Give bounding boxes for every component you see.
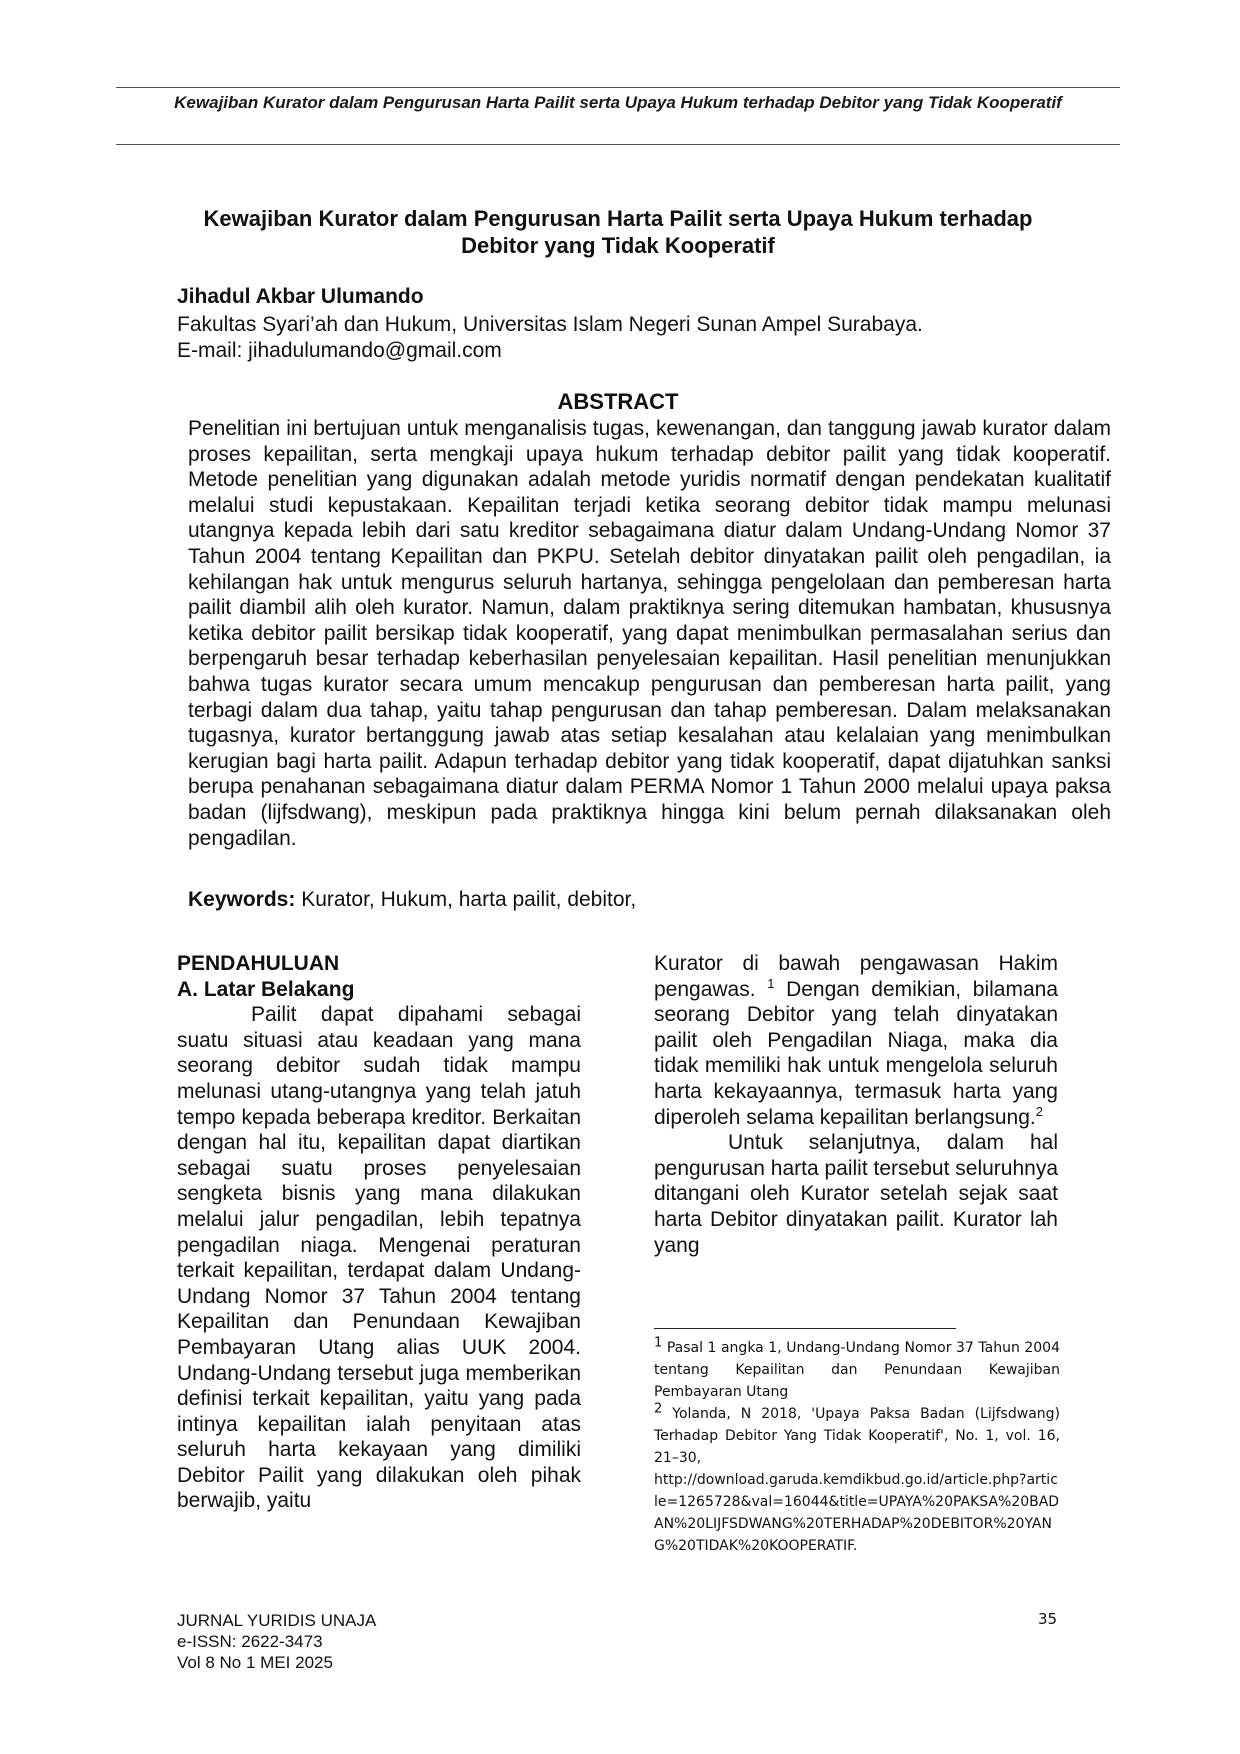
footnote-ref: 2 [1035, 1103, 1043, 1119]
affiliation: Fakultas Syari’ah dan Hukum, Universitas Islam Negeri Sunan Ampel Surabaya. [177, 313, 923, 336]
paragraph-text: Dengan demikian, bilamana seorang Debitor yang telah dinyatakan pailit oleh Pengadilan Niaga, maka dia tidak memiliki hak untuk mengelola seluruh harta kekayaannya, termasuk harta yang diperoleh selama kepailitan berlangsung. [654, 977, 1058, 1129]
body-paragraph [654, 951, 1058, 1130]
footnotes [654, 1337, 1060, 1557]
journal-issn: e-ISSN: 2622-3473 [177, 1632, 323, 1651]
journal-volume: Vol 8 No 1 MEI 2025 [177, 1653, 333, 1672]
body-paragraph: Pailit dapat dipahami sebagai suatu situasi atau keadaan yang mana seorang debitor sudah tidak mampu melunasi utang-utangnya yang telah jatuh tempo kepada beberapa kreditor. Berkaitan dengan hal itu, kepailitan dapat diartikan sebagai suatu proses penyelesaian sengketa bisnis yang mana dilakukan melalui jalur pengadilan, lebih tepatnya pengadilan niaga. Mengenai peraturan terkait kepailitan, terdapat dalam Undang-Undang Nomor 37 Tahun 2004 tentang Kepailitan dan Penundaan Kewajiban Pembayaran Utang alias UUK 2004. Undang-Undang tersebut juga memberikan definisi terkait kepailitan, yaitu yang pada intinya kepailitan ialah penyitaan atas seluruh harta kekayaan yang dimiliki Debitor Pailit yang dilakukan oleh pihak berwajib, yaitu [177, 1003, 581, 1513]
paragraph-text: Kurator di bawah pengawasan Hakim pengawas. [654, 952, 1058, 1001]
footnote-separator [654, 1328, 956, 1329]
header-rule-bottom [116, 144, 1120, 145]
page-number: 35 [1038, 1610, 1058, 1628]
left-column [177, 951, 581, 1514]
keywords-label: Keywords: [188, 888, 296, 911]
header-rule-top [116, 87, 1120, 88]
body-paragraph: Untuk selanjutnya, dalam hal pengurusan harta pailit tersebut seluruhnya ditangani oleh Kurator setelah sejak saat harta Debitor dinyatakan pailit. Kurator lah yang [654, 1131, 1058, 1257]
footnote-url[interactable]: http://download.garuda.kemdikbud.go.id/article.php?article=1265728&val=16044&title=UPAYA%20PAKSA%20BADAN%20LIJFSDWANG%20TERHADAP%20DEBITOR%20YANG%20TIDAK%20KOOPERATIF. [654, 1472, 1060, 1554]
section-heading: PENDAHULUAN [177, 952, 340, 975]
abstract-text: Penelitian ini bertujuan untuk menganalisis tugas, kewenangan, dan tanggung jawab kurator dalam proses kepailitan, serta mengkaji upaya hukum terhadap debitor pailit yang tidak kooperatif. Metode penelitian yang digunakan adalah metode yuridis normatif dengan pendekatan kualitatif melalui studi kepustakaan. Kepailitan terjadi ketika seorang debitor tidak mampu melunasi utangnya kepada lebih dari satu kreditor sebagaimana diatur dalam Undang-Undang Nomor 37 Tahun 2004 tentang Kepailitan dan PKPU. Setelah debitor dinyatakan pailit oleh pengadilan, ia kehilangan hak untuk mengurus seluruh hartanya, sehingga pengelolaan dan pemberesan harta pailit diambil alih oleh kurator. Namun, dalam praktiknya sering ditemukan hambatan, khususnya ketika debitor pailit bersikap tidak kooperatif, yang dapat menimbulkan permasalahan serius dan berpengaruh besar terhadap keberhasilan penyelesaian kepailitan. Hasil penelitian menunjukkan bahwa tugas kurator secara umum mencakup pengurusan dan pemberesan harta pailit, yang terbagi dalam dua tahap, yaitu tahap pengurusan dan tahap pemberesan. Dalam melaksanakan tugasnya, kurator bertanggung jawab atas setiap kesalahan atau kelalaian yang menimbulkan kerugian bagi harta pailit. Adapun terhadap debitor yang tidak kooperatif, dapat dijatuhkan sanksi berupa penahanan sebagaimana diatur dalam PERMA Nomor 1 Tahun 2000 melalui upaya paksa badan (lijfsdwang), meskipun pada praktiknya hingga kini belum pernah dilaksanakan oleh pengadilan. [188, 417, 1111, 850]
journal-info [177, 1610, 376, 1673]
keywords [188, 888, 636, 912]
footnote-ref: 1 [767, 975, 775, 991]
right-column [654, 951, 1058, 1258]
footnote-text: Yolanda, N 2018, 'Upaya Paksa Badan (Lijfsdwang) Terhadap Debitor Yang Tidak Kooperatif', No. 1, vol. 16, 21–30, [654, 1406, 1060, 1466]
footnote-2 [654, 1403, 1060, 1469]
footnote-mark: 2 [654, 1401, 663, 1417]
title-line-1: Kewajiban Kurator dalam Pengurusan Harta Pailit serta Upaya Hukum terhadap [203, 206, 1033, 231]
journal-name: JURNAL YURIDIS UNAJA [177, 1611, 377, 1630]
footnote-1 [654, 1337, 1060, 1403]
keywords-text: Kurator, Hukum, harta pailit, debitor, [295, 888, 637, 911]
title-line-2: Debitor yang Tidak Kooperatif [461, 233, 775, 258]
paper-title [116, 205, 1120, 259]
footnote-text: Pasal 1 angka 1, Undang-Undang Nomor 37 Tahun 2004 tentang Kepailitan dan Penundaan Kewajiban Pembayaran Utang [654, 1340, 1060, 1400]
running-header: Kewajiban Kurator dalam Pengurusan Harta Pailit serta Upaya Hukum terhadap Debitor yang Tidak Kooperatif [174, 93, 1062, 112]
abstract-heading: ABSTRACT [557, 389, 679, 414]
footnote-mark: 1 [654, 1335, 663, 1351]
subsection-heading: A. Latar Belakang [177, 977, 355, 1001]
email: E-mail: jihadulumando@gmail.com [177, 339, 502, 362]
author-name: Jihadul Akbar Ulumando [177, 285, 424, 308]
